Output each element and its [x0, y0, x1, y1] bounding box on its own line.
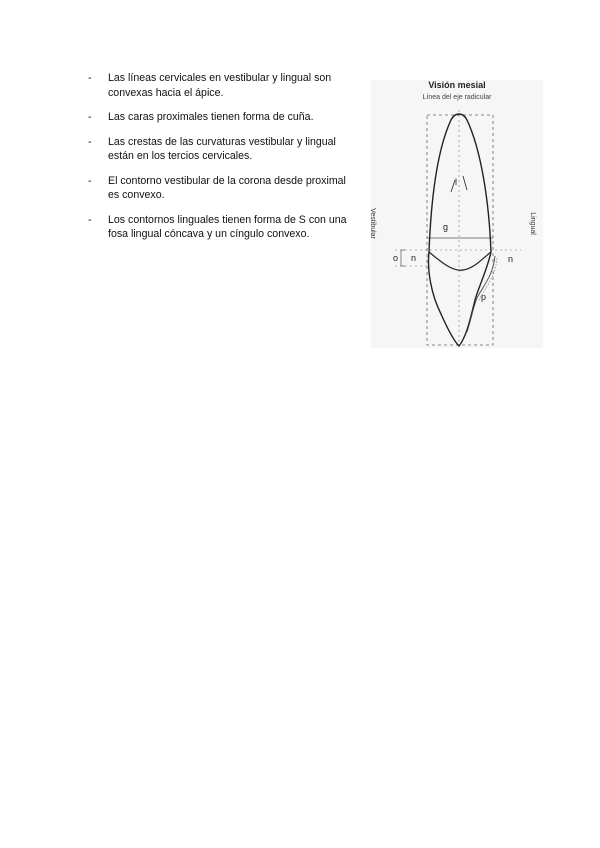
bullet-list: [88, 71, 360, 252]
bullet-text: Las líneas cervicales en vestibular y lingual son convexas hacia el ápice.: [108, 72, 332, 99]
bullet-dash: -: [88, 72, 92, 84]
list-item: [88, 135, 360, 164]
label-n-left: n: [411, 253, 417, 263]
bullet-dash: -: [88, 135, 92, 148]
root-outline: [429, 114, 491, 252]
label-l: l: [455, 177, 457, 187]
list-item: [88, 213, 360, 242]
outline-box: [427, 115, 493, 345]
figure-title: Visión mesial: [428, 80, 486, 90]
side-label-vestibular: Vestibular: [368, 208, 376, 239]
side-label-lingual: Lingual: [528, 212, 536, 235]
tooth-mesial-diagram: [368, 80, 543, 348]
label-o: o: [393, 253, 399, 263]
bullet-text: Los contornos linguales tienen forma de S con una fosa lingual cóncava y un cíngulo convexo.: [108, 213, 347, 240]
bullet-dash: -: [88, 213, 92, 226]
bullet-text: Las caras proximales tienen forma de cuña.: [108, 111, 314, 123]
l-arrow-2: [463, 176, 467, 190]
cervical-curve: [429, 252, 491, 270]
figure-subtitle: Línea del eje radicular: [422, 94, 492, 101]
bullet-dash: -: [88, 174, 92, 187]
tooth-drawing: [368, 80, 543, 348]
list-item: [88, 110, 360, 125]
label-g: g: [443, 222, 449, 232]
bullet-text: Las crestas de las curvaturas vestibular y lingual están en los tercios cervicales.: [108, 135, 336, 162]
bullet-text: El contorno vestibular de la corona desde proximal es convexo.: [108, 174, 346, 201]
label-p: p: [481, 292, 487, 302]
list-item: [88, 71, 360, 100]
o-bracket: [401, 250, 405, 266]
list-item: [88, 174, 360, 203]
bullet-dash: -: [88, 111, 92, 123]
label-n-right: n: [508, 254, 514, 264]
